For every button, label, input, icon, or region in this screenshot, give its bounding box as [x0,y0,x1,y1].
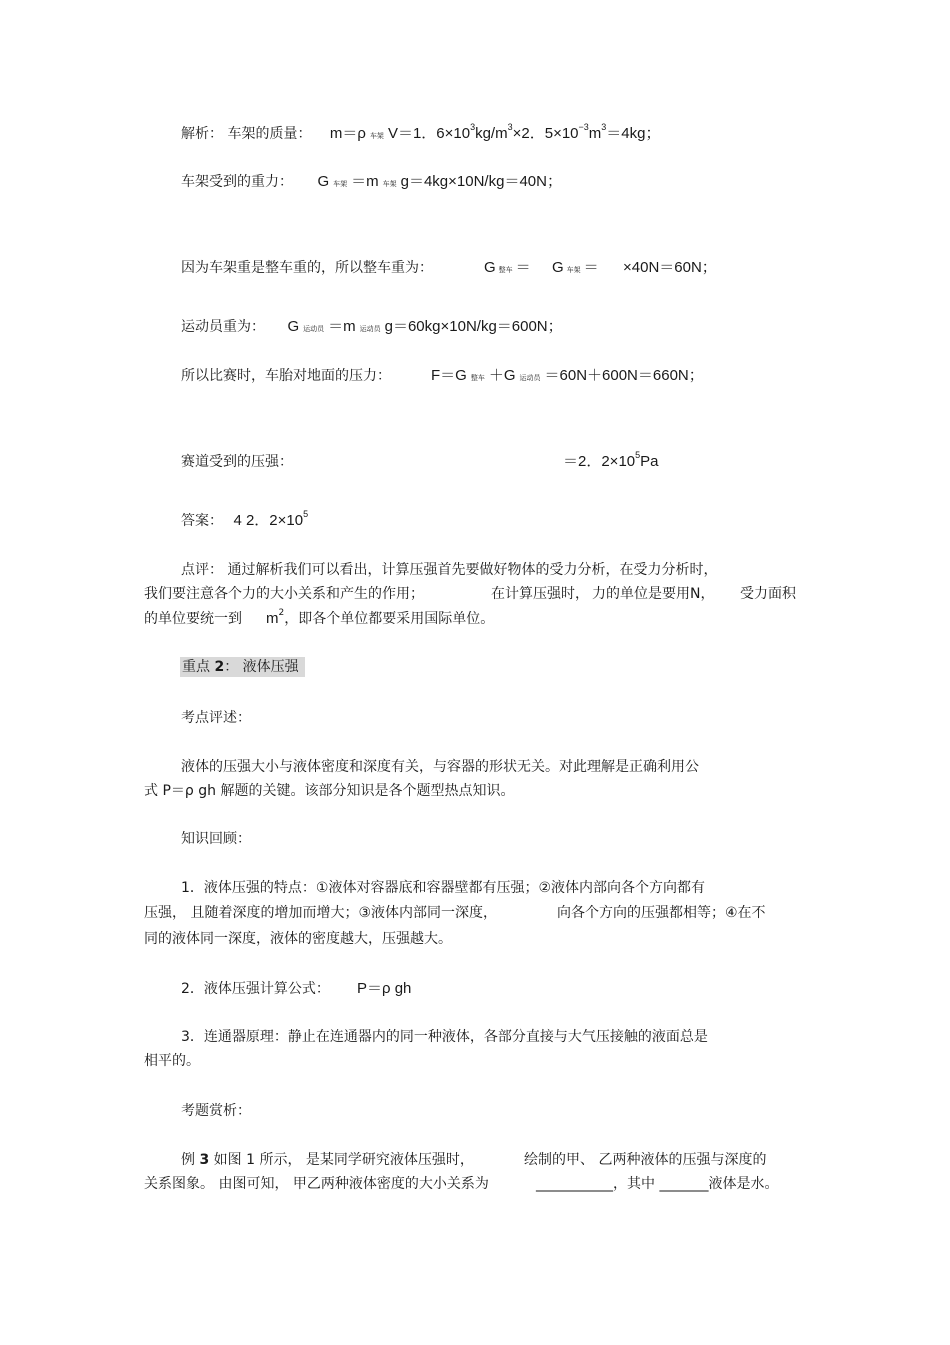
analysis-line-2 [181,172,562,195]
formula-whole-weight-2: G车架 ＝ [552,259,599,276]
review-paragraph-1: 液体的压强大小与液体密度和深度有关，与容器的形状无关。对此理解是正确利用公 [181,759,699,775]
exam-line-2b: ___________，其中 _______液体是水。 [536,1176,779,1192]
whole-weight-label: 因为车架重是整车重的，所以整车重为： [181,260,433,276]
analysis-line-6 [181,452,293,472]
track-pressure-label: 赛道受到的压强： [181,454,293,470]
knowledge-item-1-line-2b: 向各个方向的压强都相等；④在不 [557,905,766,921]
knowledge-item-3-line-1: 3．连通器原理：静止在连通器内的同一种液体，各部分直接与大气压接触的液面总是 [181,1029,708,1045]
comment-line-2b: 在计算压强时， [491,586,589,602]
exam-line-2a: 关系图象。 由图可知， 甲乙两种液体密度的大小关系为 [144,1176,489,1192]
knowledge-item-2-formula: P＝ρ gh [357,980,412,997]
analysis-line-1 [181,124,660,147]
formula-frame-weight: G 车架 ＝m 车架 g＝4kg×10N/kg＝40N； [317,173,562,190]
knowledge-item-1-line-3: 同的液体同一深度，液体的密度越大，压强越大。 [144,931,452,947]
answer-label: 答案： [181,513,223,529]
knowledge-item-2-label: 2．液体压强计算公式： [181,981,330,997]
exam-line-1b: 绘制的甲、 乙两种液体的压强与深度的 [524,1152,767,1168]
key-point-heading: 重点 2： 液体压强 [180,657,305,677]
review-paragraph-2: 式 P＝ρ gh 解题的关键。该部分知识是各个题型热点知识。 [144,783,515,799]
answer-value: 4 2．$2\times 10^5$ [233,509,309,529]
knowledge-title: 知识回顾： [181,831,251,847]
comment-line-1: 点评： 通过解析我们可以看出，计算压强首先要做好物体的受力分析，在受力分析时， [181,562,718,578]
exam-line-1a: 例 3 如图 1 所示， 是某同学研究液体压强时， [181,1152,474,1168]
analysis-line-4 [181,317,563,340]
comment-line-3b: $m^2$，即各个单位都要采用国际单位。 [266,608,495,627]
formula-pressure: ＝2．$2\times 10^5Pa$ [563,450,659,470]
formula-mass: m＝ρ 车架 V＝1．$6\times 10^3kg/m^3\times 2$．$5\times 10^{-3}m^3=4kg$； [329,122,661,142]
pressure-force-label: 所以比赛时，车胎对地面的压力： [181,368,391,384]
analysis-line-5 [181,366,391,386]
athlete-weight-label: 运动员重为： [181,319,265,335]
knowledge-item-3-line-2: 相平的。 [144,1053,200,1069]
formula-whole-weight: G整车 ＝ [484,259,531,276]
formula-whole-weight-3: ×40N＝60N； [623,259,717,276]
comment-line-2d: 受力面积 [740,586,796,602]
weight-label: 车架受到的重力： [181,174,293,190]
review-title: 考点评述： [181,710,251,726]
answer-line [181,511,308,531]
formula-athlete-weight: G 运动员 ＝m 运动员 g＝60kg×10N/kg＝600N； [287,318,563,335]
comment-line-2a: 我们要注意各个力的大小关系和产生的作用； [144,586,424,602]
analysis-line-3 [181,258,433,278]
knowledge-item-1-line-2a: 压强， 且随着深度的增加而增大；③液体内部同一深度， [144,905,497,921]
formula-force: F＝G 整车 ＋G 运动员 ＝60N＋600N＝660N； [431,367,704,384]
knowledge-item-1-line-1: 1．液体压强的特点：①液体对容器底和容器壁都有压强；②液体内部向各个方向都有 [181,880,706,896]
comment-line-2c: 力的单位是要用N， [592,586,715,602]
analysis-label: 解析： 车架的质量： [181,126,312,142]
exam-title: 考题赏析： [181,1103,251,1119]
comment-line-3a: 的单位要统一到 [144,611,242,627]
